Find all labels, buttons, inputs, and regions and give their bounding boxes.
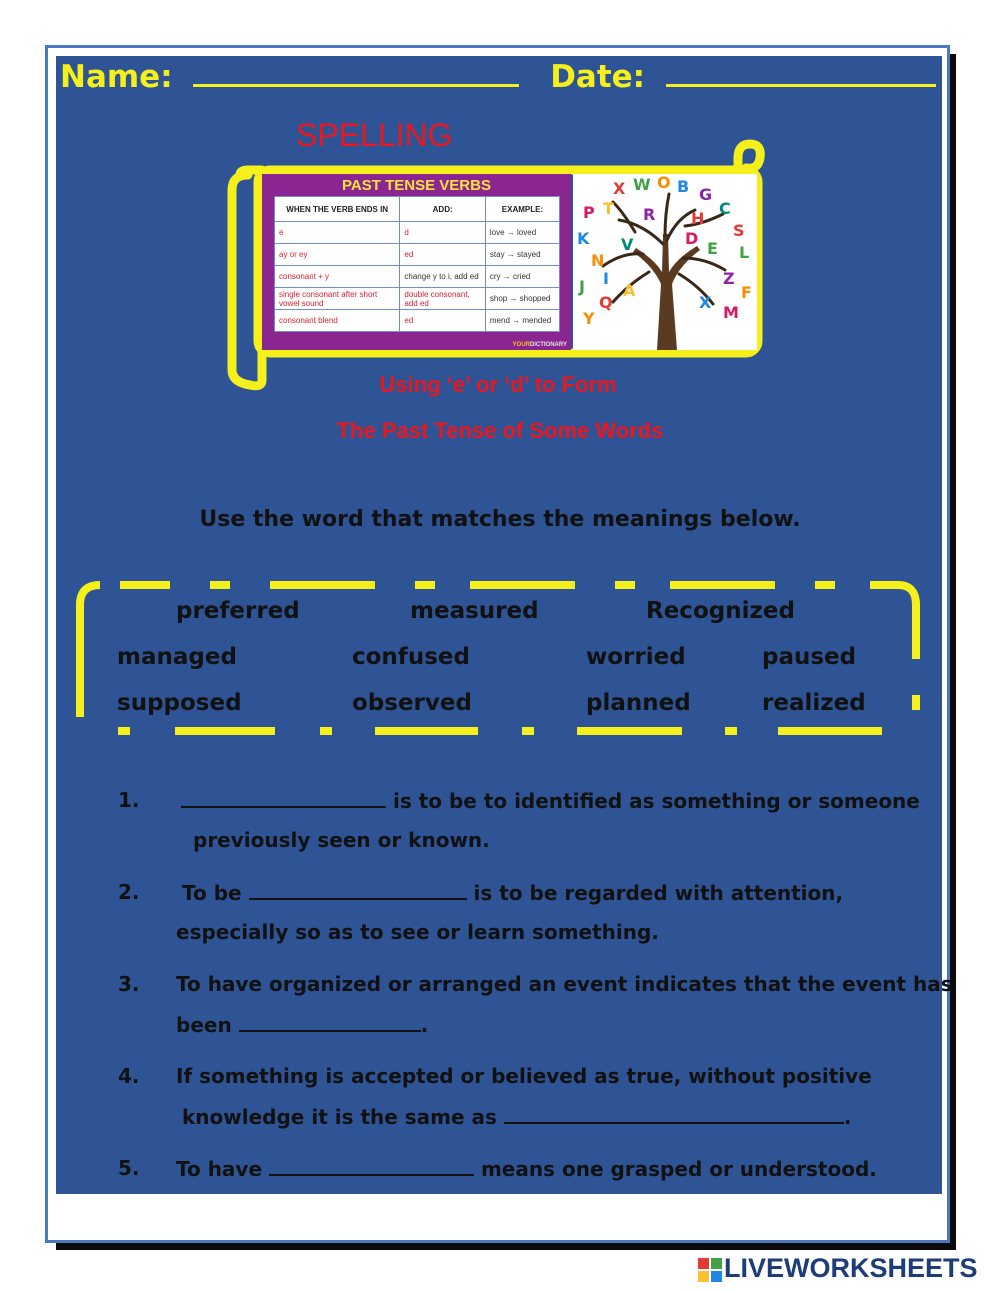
answer-blank-1[interactable] — [181, 788, 386, 808]
svg-text:M: M — [723, 303, 739, 322]
answer-blank-5[interactable] — [269, 1156, 474, 1176]
rules-table — [274, 196, 560, 332]
date-label: Date: — [550, 59, 646, 95]
svg-text:A: A — [623, 281, 636, 300]
answer-blank-3[interactable] — [239, 1012, 421, 1032]
question-number: 3. — [118, 972, 140, 996]
svg-text:B: B — [677, 177, 690, 196]
svg-text:K: K — [577, 229, 590, 248]
question-2-line-2: especially so as to see or learn something. — [176, 920, 659, 944]
svg-text:E: E — [707, 239, 718, 258]
example: mend → mended — [485, 310, 559, 332]
answer-blank-4[interactable] — [504, 1104, 844, 1124]
word-bank-word: paused — [762, 644, 857, 670]
svg-text:W: W — [633, 175, 651, 194]
verb-ending: e — [275, 222, 400, 244]
chart-title: PAST TENSE VERBS — [342, 177, 491, 194]
example: love → loved — [485, 222, 559, 244]
svg-text:S: S — [733, 221, 745, 240]
tree-icon — [573, 174, 757, 350]
svg-text:J: J — [579, 277, 585, 296]
svg-text:G: G — [699, 185, 713, 204]
svg-text:X: X — [699, 293, 712, 312]
verb-ending: ay or ey — [275, 244, 400, 266]
liveworksheets-logo-text: LIVEWORKSHEETS — [724, 1253, 978, 1283]
question-number: 2. — [118, 880, 140, 904]
table-row — [275, 266, 560, 288]
table-row — [275, 244, 560, 266]
date-field[interactable] — [666, 58, 936, 87]
svg-text:R: R — [643, 205, 656, 224]
word-bank-word: observed — [352, 690, 472, 716]
name-field[interactable] — [193, 58, 519, 87]
instruction-text: Use the word that matches the meanings below. — [199, 507, 801, 532]
subtitle-line-2: The Past Tense of Some Words — [336, 418, 664, 443]
word-bank-word: worried — [586, 644, 686, 670]
example: cry → cried — [485, 266, 559, 288]
svg-text:Z: Z — [723, 269, 735, 288]
table-row — [275, 310, 560, 332]
verb-ending: consonant + y — [275, 266, 400, 288]
example: shop → shopped — [485, 288, 559, 310]
question-3-line-2: been . — [176, 1013, 429, 1037]
page-title: SPELLING — [296, 117, 453, 153]
name-date-row — [60, 58, 936, 95]
word-bank-word: confused — [352, 644, 470, 670]
svg-text:V: V — [621, 235, 634, 254]
svg-text:T: T — [603, 199, 614, 218]
add-rule: ed — [400, 244, 486, 266]
svg-text:N: N — [591, 251, 605, 270]
question-2-line-1: To be is to be regarded with attention, — [182, 881, 844, 905]
svg-text:Y: Y — [583, 309, 595, 328]
svg-text:X: X — [613, 179, 626, 198]
question-1-line-1: is to be to identified as something or someone — [181, 788, 920, 813]
column-header: WHEN THE VERB ENDS IN — [275, 197, 400, 222]
question-4-line-2: knowledge it is the same as . — [182, 1105, 852, 1129]
past-tense-chart — [262, 174, 571, 350]
name-label: Name: — [60, 59, 173, 95]
column-header: ADD: — [400, 197, 486, 222]
svg-text:L: L — [739, 243, 750, 262]
table-row — [275, 288, 560, 310]
table-row — [275, 222, 560, 244]
svg-text:P: P — [583, 203, 595, 222]
word-bank-word: measured — [410, 598, 539, 624]
word-bank-word: Recognized — [646, 598, 795, 624]
question-4-line-1: If something is accepted or believed as true, without positive — [176, 1064, 872, 1088]
question-3-line-1: To have organized or arranged an event indicates that the event has — [176, 972, 953, 996]
svg-text:D: D — [685, 229, 699, 248]
table-header-row — [275, 197, 560, 222]
answer-blank-2[interactable] — [249, 880, 467, 900]
add-rule: double consonant, add ed — [400, 288, 486, 310]
column-header: EXAMPLE: — [485, 197, 559, 222]
question-1-line-2: previously seen or known. — [193, 828, 490, 852]
svg-text:H: H — [691, 209, 705, 228]
alphabet-tree-image — [573, 174, 757, 350]
svg-text:Q: Q — [599, 293, 613, 312]
verb-ending: single consonant after short vowel sound — [275, 288, 400, 310]
chart-brand: YOURDICTIONARY — [512, 342, 567, 348]
question-number: 4. — [118, 1064, 140, 1088]
verb-ending: consonant blend — [275, 310, 400, 332]
question-number: 1. — [118, 788, 140, 812]
svg-text:O: O — [657, 174, 671, 192]
add-rule: change y to i, add ed — [400, 266, 486, 288]
svg-text:I: I — [603, 269, 609, 288]
word-bank-word: planned — [586, 690, 691, 716]
word-bank-word: preferred — [176, 598, 300, 624]
word-bank-word: realized — [762, 690, 866, 716]
svg-text:C: C — [719, 199, 731, 218]
word-bank-word: managed — [117, 644, 237, 670]
liveworksheets-logo-icon — [698, 1258, 722, 1282]
subtitle-line-1: Using ‘e’ or ‘d’ to Form — [379, 372, 617, 397]
question-number: 5. — [118, 1156, 140, 1180]
add-rule: ed — [400, 310, 486, 332]
word-bank-word: supposed — [117, 690, 242, 716]
add-rule: d — [400, 222, 486, 244]
question-5-line-1: To have means one grasped or understood. — [176, 1157, 877, 1181]
svg-text:F: F — [741, 283, 752, 302]
example: stay → stayed — [485, 244, 559, 266]
